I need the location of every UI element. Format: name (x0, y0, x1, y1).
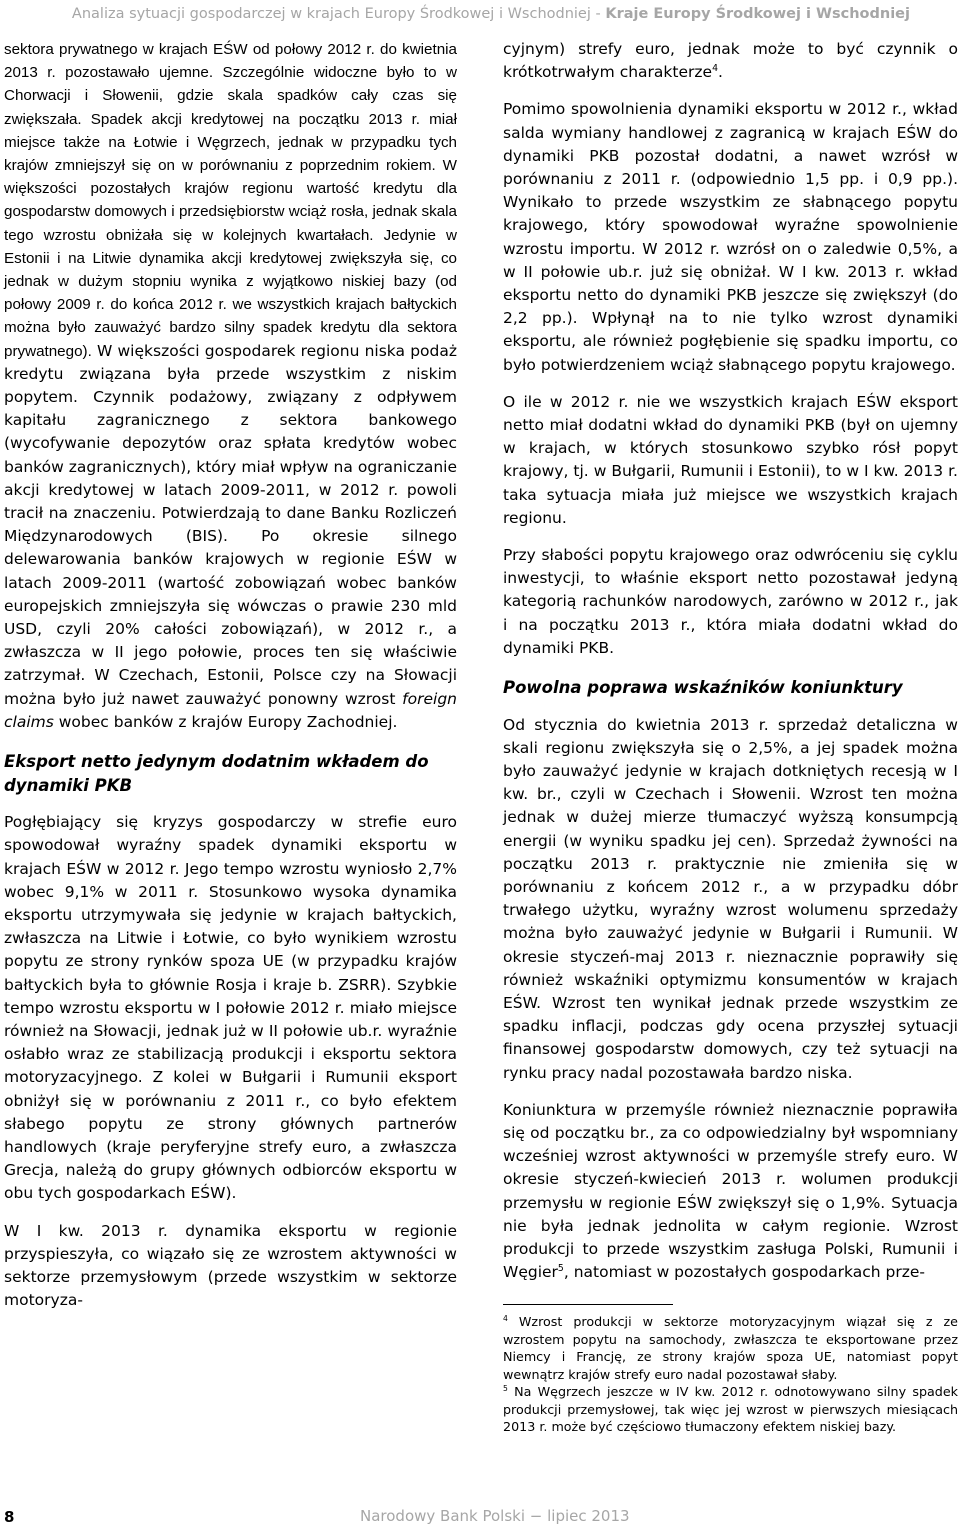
paragraph-industry-text: Koniunktura w przemyśle również nieznacznie poprawiła się od początku br., za co odpowiedzialny był wspomniany wcześniej wzrost aktywności w przemyśle strefy euro. W okresie styczeń-kwiecień 2013 r. wolumen produkcji przemysłu w regionie EŚW zwiększył się o 1,9%. Sytuacja nie była jednak jednolita w całym regionie. Wzrost produkcji to przede wszystkim zasługa Polski, Rumunii i Węgier (503, 1100, 958, 1282)
paragraph-continuation (503, 38, 958, 84)
italic-term: foreign claims (4, 689, 457, 731)
paragraph-industry (503, 1099, 958, 1285)
page-number: 8 (4, 1508, 15, 1526)
running-header (0, 0, 960, 30)
paragraph-industry-end: , natomiast w pozostałych gospodarkach prze- (563, 1263, 925, 1282)
section-heading-export: Eksport netto jedynym dodatnim wkładem do dynamiki PKB (4, 752, 429, 795)
paragraph-domestic-demand: Przy słabości popytu krajowego oraz odwróceniu się cyklu inwestycji, to właśnie eksport netto pozostawał jedyną kategorią rachunków narodowych, zarówno w 2012 r., jak i na początku 2013 r., która miała dodatni wkład do dynamiki PKB. (503, 546, 958, 657)
footnote-number: 4 (503, 1314, 508, 1324)
header-title: Analiza sytuacji gospodarczej w krajach Europy Środkowej i Wschodniej (71, 6, 591, 22)
left-column (4, 38, 457, 1312)
paragraph-net-export: O ile w 2012 r. nie we wszystkich krajach EŚW eksport netto miał dodatni wkład do dynamiki PKB (był on ujemny w krajach, w których stosunkowo szybko rósł popyt krajowy, tj. w Bułgarii, Rumunii i Estonii), to w I kw. 2013 r. taka sytuacja miała już miejsce we wszystkich krajach regionu. (503, 392, 958, 527)
paragraph-trade-balance: Pomimo spowolnienia dynamiki eksportu w 2012 r., wkład salda wymiany handlowej z zagranicą w krajach EŚW do dynamiki PKB pozostał dodatni, a nawet wzrósł w porównaniu z 2011 r. (odpowiednio 1,5 pp. i 0,9 pp.). Wynikało to przede wszystkim ze słabnącego popytu krajowego, który spowodował wyraźne spowolnienie wzrostu importu. W 2012 r. wzrósł on o zaledwie 0,5%, a w II połowie ub.r. już się obniżał. W I kw. 2013 r. wkład eksportu netto do dynamiki PKB jeszcze się zwiększył (do 2,2 pp.). Wpłynął na to nie tylko wzrost dynamiki eksportu, ale również pogłębienie się spadku importu, co było potwierdzeniem wciąż słabnącego popytu krajowego. (503, 100, 958, 374)
footnote-ref-4[interactable]: 4 (712, 63, 718, 75)
footnote-divider (503, 1304, 673, 1305)
header-section: Kraje Europy Środkowej i Wschodniej (605, 6, 910, 22)
page-footer: Narodowy Bank Polski − lipiec 2013 (360, 1507, 630, 1525)
paragraph-credit-rest: W większości gospodarek regionu niska podaż kredytu związana była przede wszystkim z niskim popytem. Czynnik podażowy, związany z odpływem kapitału zagranicznego z sektora bankowego (wycofywanie depozytów oraz spłata kredytów wobec banków zagranicznych), który miał wpływ na ograniczanie akcji kredytowej w latach 2009-2011, w 2012 r. powoli tracił na znaczeniu. Potwierdzają to dane Banku Rozliczeń Międzynarodowych (BIS). Po okresie silnego delewarowania banków krajowych w regionie EŚW w latach 2009-2011 (wartość zobowiązań wobec banków europejskich zmniejszyła się wówczas o prawie 230 mld USD, czyli 20% całości zobowiązań), w 2012 r., a zwłaszcza w II jego połowie, proces ten się właściwie zatrzymał. W Czechach, Estonii, Polsce czy na Słowacji można było już nawet zauważyć ponowny wzrost (4, 341, 457, 708)
paragraph-continuation-text: cyjnym) strefy euro, jednak może to być czynnik o krótkotrwałym charakterze (503, 40, 958, 82)
paragraph-credit (4, 38, 457, 734)
footnote-text: Wzrost produkcji w sektorze motoryzacyjnym wiązał się z ze wzrostem popytu na samochody, zwłaszcza te eksportowane przez Niemcy i Francję, ze strony krajów spoza UE, natomiast popyt wewnątrz krajów strefy euro nadal pozostawał słaby. (503, 1314, 958, 1382)
footnote-number: 5 (503, 1384, 508, 1394)
paragraph-credit-narrow: sektora prywatnego w krajach EŚW od połowy 2012 r. do kwietnia 2013 r. pozostawało ujemne. Szczególnie widoczne było to w Chorwacji i Słowenii, gdzie skala spadków cały czas się zwiększała. Spadek akcji kredytowej na początku 2013 r. miał miejsce także na Łotwie i Węgrzech, jednak w przypadku tych krajów zmniejszył się on w porównaniu z poprzednim rokiem. W większości pozostałych krajów regionu wartość kredytu dla gospodarstw domowych i przedsiębiorstw wciąż rosła, jednak skala tego wzrostu obniżała się w kolejnych kwartałach. Jedynie w Estonii i na Litwie dynamika akcji kredytowej zwiększyła się, co jednak w dużym stopniu wynika z wyjątkowo niskiej bazy (od połowy 2009 r. do końca 2012 r. we wszystkich krajach bałtyckich można było zauważyć bardzo silny spadek kredytu dla sektora prywatnego). (4, 41, 457, 360)
section-heading-indicators: Powolna poprawa wskaźników koniunktury (503, 678, 903, 698)
footnotes (503, 1313, 958, 1436)
footnote-ref-5[interactable]: 5 (557, 1263, 564, 1275)
paragraph-export-q1: W I kw. 2013 r. dynamika eksportu w regionie przyspieszyła, co wiązało się ze wzrostem aktywności w sektorze przemysłowym (przede wszystkim w sektorze motoryza- (4, 1221, 457, 1310)
right-column (503, 38, 958, 1436)
footnote-4 (503, 1313, 958, 1383)
paragraph-export: Pogłębiający się kryzys gospodarczy w strefie euro spowodował wyraźny spadek dynamiki eksportu w krajach EŚW w 2012 r. Jego tempo wzrostu wyniosło 2,7% wobec 9,1% w 2011 r. Stosunkowo wysoka dynamika eksportu utrzymywała się jedynie w krajach bałtyckich, zwłaszcza na Litwie i Łotwie, co było wynikiem wzrostu popytu ze strony rynków spoza UE (w przypadku krajów bałtyckich była to głównie Rosja i kraje b. ZSRR). Szybkie tempo wzrostu eksportu w I połowie 2012 r. miało miejsce również na Słowacji, jednak już w II połowie ub.r. wyraźnie osłabło wraz ze stabilizacją produkcji i eksportu sektora motoryzacyjnego. Z kolei w Bułgarii i Rumunii eksport obniżył się w porównaniu z 2011 r., co było efektem słabego popytu ze strony głównych partnerów handlowych (kraje peryferyjne strefy euro, a zwłaszcza Grecja, należą do grupy głównych odbiorców eksportu w obu tych gospodarkach EŚW). (4, 813, 457, 1203)
footnote-text: Na Węgrzech jeszcze w IV kw. 2012 r. odnotowywano silny spadek produkcji przemysłowej, tak więc jej wzrost w pierwszych miesiącach 2013 r. może być częściowo tłumaczony efektem niskiej bazy. (503, 1384, 958, 1435)
footnote-5 (503, 1383, 958, 1436)
header-separator: - (590, 6, 606, 22)
paragraph-continuation-end: . (717, 63, 723, 82)
paragraph-retail: Od stycznia do kwietnia 2013 r. sprzedaż detaliczna w skali regionu zwiększyła się o 2,5%, a jej spadek można było zauważyć jedynie w krajach dotkniętych recesją w I kw. br., czyli w Czechach i Słowenii. Wzrost ten można jednak w dużej mierze tłumaczyć wyższą konsumpcją energii (w wyniku spadku jej cen). Sprzedaż żywności na początku 2013 r. praktycznie nie zmieniła się w porównaniu z końcem 2012 r., a w przypadku dóbr trwałego użytku, wyraźny wzrost wolumenu sprzedaży można było zauważyć jedynie w Bułgarii i Rumunii. W okresie styczeń-maj 2013 r. nieznacznie poprawiły się również wskaźniki optymizmu konsumentów w krajach EŚW. Wzrost ten wynikał jednak przede wszystkim ze spadku inflacji, podczas gdy ocena przyszłej sytuacji finansowej gospodarstw domowych, czy też sytuacji na rynku pracy nadal pozostawała bardzo niska. (503, 715, 958, 1082)
paragraph-credit-end: wobec banków z krajów Europy Zachodniej. (53, 712, 398, 731)
